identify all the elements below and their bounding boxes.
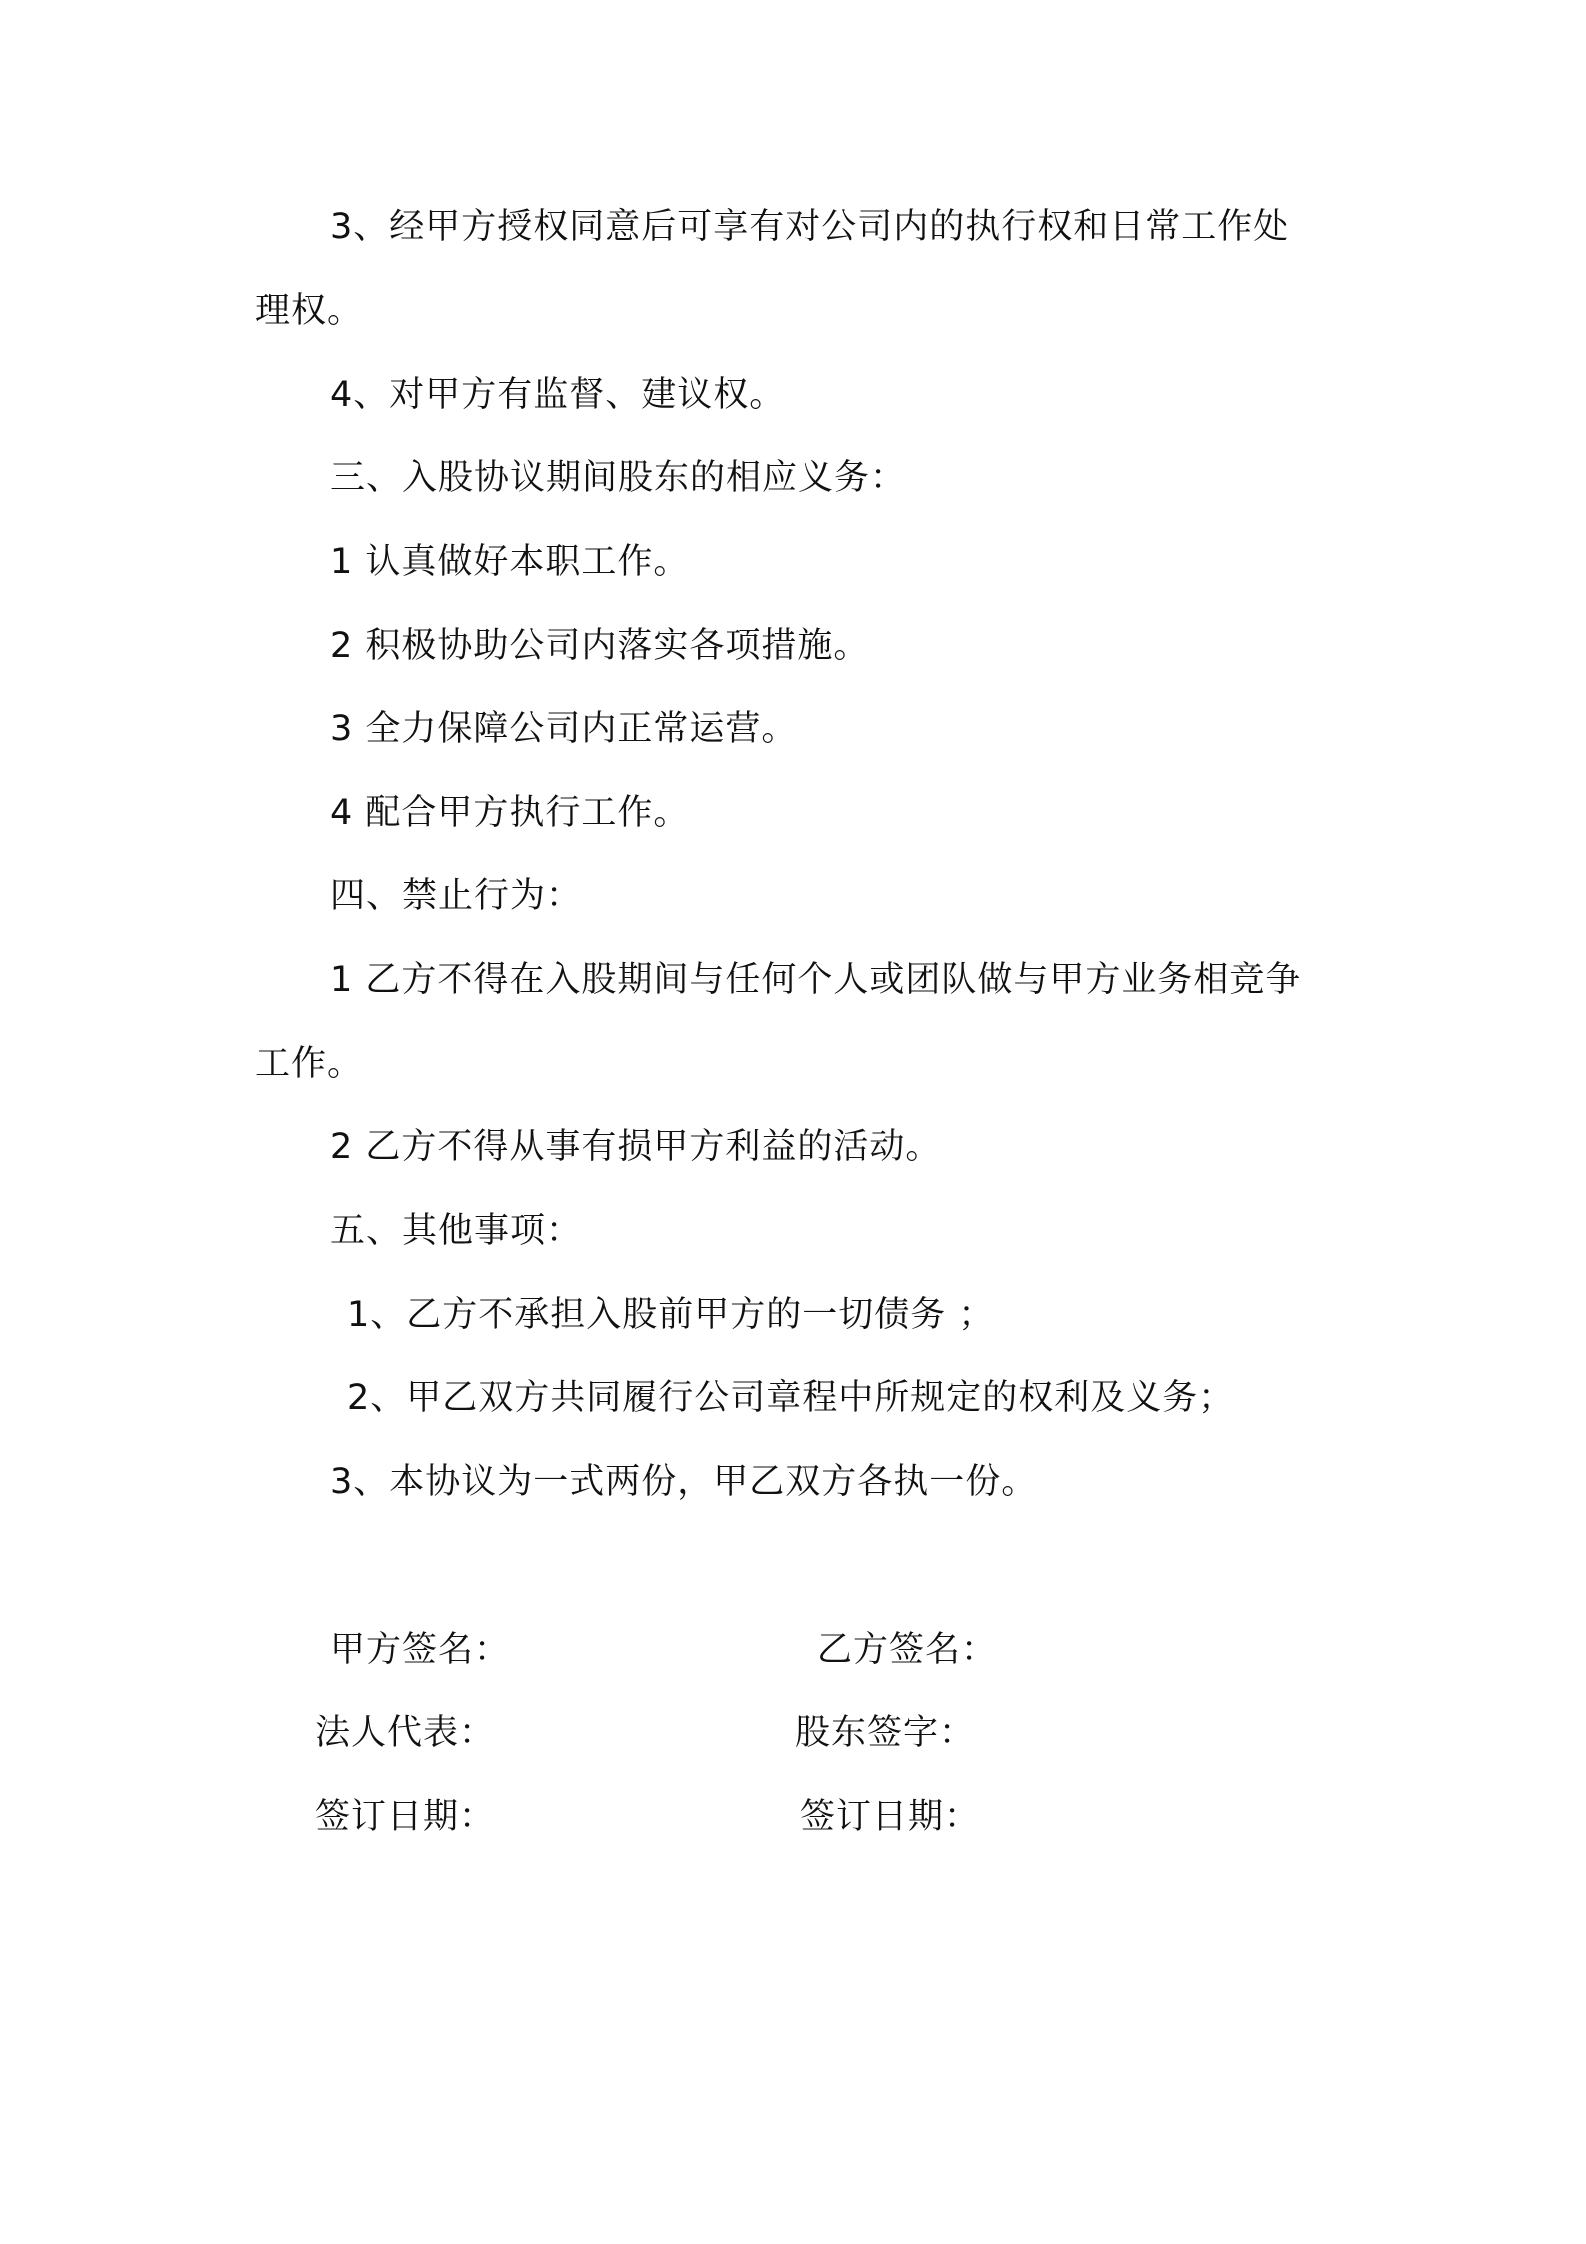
legal-representative-label: 法人代表： bbox=[315, 1713, 496, 1753]
other-matter-3: 3、本协议为一式两份，甲乙双方各执一份。 bbox=[330, 1462, 1038, 1502]
section-4-heading: 四、禁止行为： bbox=[330, 876, 583, 916]
clause-3-execution-rights-cont: 理权。 bbox=[255, 291, 364, 331]
party-a-signature-label: 甲方签名： bbox=[330, 1630, 511, 1670]
duty-4: 4 配合甲方执行工作。 bbox=[330, 793, 690, 833]
section-5-heading: 五、其他事项： bbox=[330, 1211, 583, 1251]
other-matter-2: 2、甲乙双方共同履行公司章程中所规定的权利及义务； bbox=[347, 1378, 1235, 1418]
prohibition-1-cont: 工作。 bbox=[255, 1044, 364, 1084]
prohibition-2: 2 乙方不得从事有损甲方利益的活动。 bbox=[330, 1127, 942, 1167]
duty-3: 3 全力保障公司内正常运营。 bbox=[330, 709, 798, 749]
shareholder-signature-label: 股东签字： bbox=[795, 1713, 976, 1753]
signing-date-b-label: 签订日期： bbox=[800, 1797, 981, 1837]
duty-2: 2 积极协助公司内落实各项措施。 bbox=[330, 626, 870, 666]
party-b-signature-label: 乙方签名： bbox=[817, 1630, 998, 1670]
prohibition-1: 1 乙方不得在入股期间与任何个人或团队做与甲方业务相竞争 bbox=[330, 960, 1302, 1000]
section-3-heading: 三、入股协议期间股东的相应义务： bbox=[330, 458, 907, 498]
other-matter-1: 1、乙方不承担入股前甲方的一切债务 ； bbox=[347, 1295, 995, 1335]
signing-date-a-label: 签订日期： bbox=[315, 1797, 496, 1837]
clause-4-supervision: 4、对甲方有监督、建议权。 bbox=[330, 375, 786, 415]
duty-1: 1 认真做好本职工作。 bbox=[330, 542, 690, 582]
clause-3-execution-rights: 3、经甲方授权同意后可享有对公司内的执行权和日常工作处 bbox=[330, 207, 1290, 247]
